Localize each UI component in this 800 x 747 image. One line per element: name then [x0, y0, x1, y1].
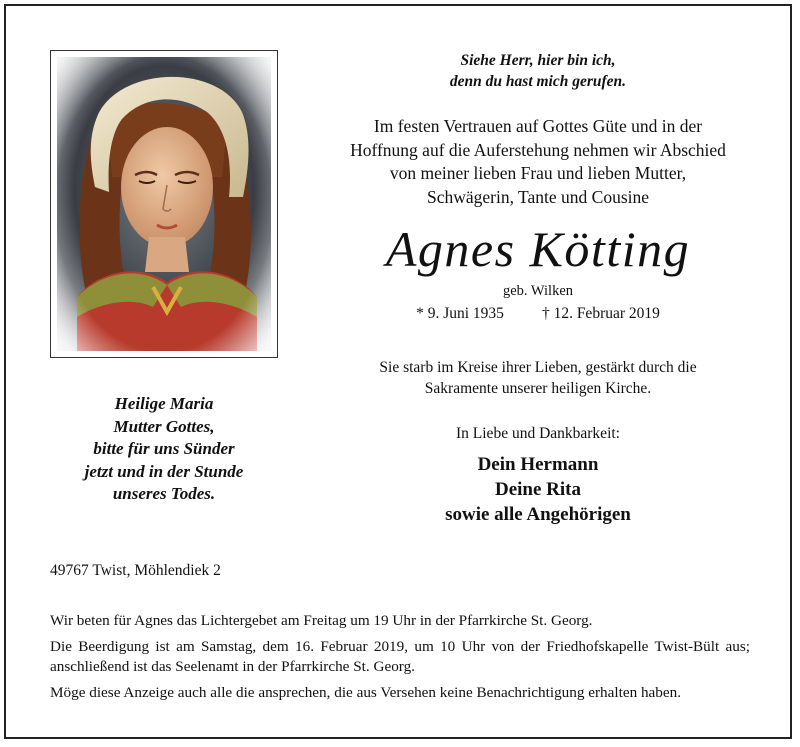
- funeral-note: Die Beerdigung ist am Samstag, dem 16. Februar 2019, um 10 Uhr von der Friedhofskapelle Twist-Bült aus; anschließend ist das Seelenamt in der Pfarrkirche St. Georg.: [50, 638, 750, 675]
- maiden-name: geb. Wilken: [502, 283, 574, 299]
- intro-line: Schwägerin, Tante und Cousine: [426, 186, 650, 207]
- closing-note: Möge diese Anzeige auch alle die ansprechen, die aus Versehen keine Benachrichtigung erhalten haben.: [50, 684, 682, 701]
- prayer-line: Mutter Gottes,: [113, 416, 215, 436]
- prayer-evening-note: Wir beten für Agnes das Lichtergebet am Freitag um 19 Uhr in der Pfarrkirche St. Georg.: [50, 612, 593, 629]
- death-text-line: Sie starb im Kreise ihrer Lieben, gestärkt durch die: [379, 359, 697, 376]
- motto-line-1: Siehe Herr, hier bin ich,: [460, 52, 616, 69]
- madonna-image: [57, 57, 271, 351]
- madonna-photo: [50, 50, 278, 358]
- prayer-line: jetzt und in der Stunde: [84, 461, 244, 481]
- mourner: Deine Rita: [494, 479, 581, 500]
- prayer-line: Heilige Maria: [114, 394, 214, 413]
- motto-line-2: denn du hast mich gerufen.: [449, 73, 627, 90]
- prayer-line: unseres Todes.: [112, 484, 216, 503]
- ave-maria-prayer: [50, 393, 278, 506]
- family-address: 49767 Twist, Möhlendiek 2: [50, 562, 221, 579]
- life-dates: [300, 304, 776, 324]
- mourner: sowie alle Angehörigen: [445, 504, 631, 525]
- death-text-line: Sakramente unserer heiligen Kirche.: [424, 380, 652, 397]
- intro-line: Im festen Vertrauen auf Gottes Güte und in der: [373, 116, 703, 136]
- intro-text: [300, 115, 776, 209]
- intro-line: von meiner lieben Frau und lieben Mutter,: [389, 163, 687, 183]
- birth-date: * 9. Juni 1935: [416, 305, 504, 322]
- death-date: † 12. Februar 2019: [541, 305, 660, 322]
- thanks-line: In Liebe und Dankbarkeit:: [456, 425, 620, 442]
- deceased-name: Agnes Kötting: [385, 221, 691, 277]
- intro-line: Hoffnung auf die Auferstehung nehmen wir Abschied: [350, 139, 726, 160]
- mourners-list: [300, 452, 776, 527]
- bible-motto: [300, 50, 776, 92]
- mourner: Dein Hermann: [477, 454, 599, 475]
- prayer-line: bitte für uns Sünder: [93, 439, 235, 458]
- death-circumstances: [300, 357, 776, 399]
